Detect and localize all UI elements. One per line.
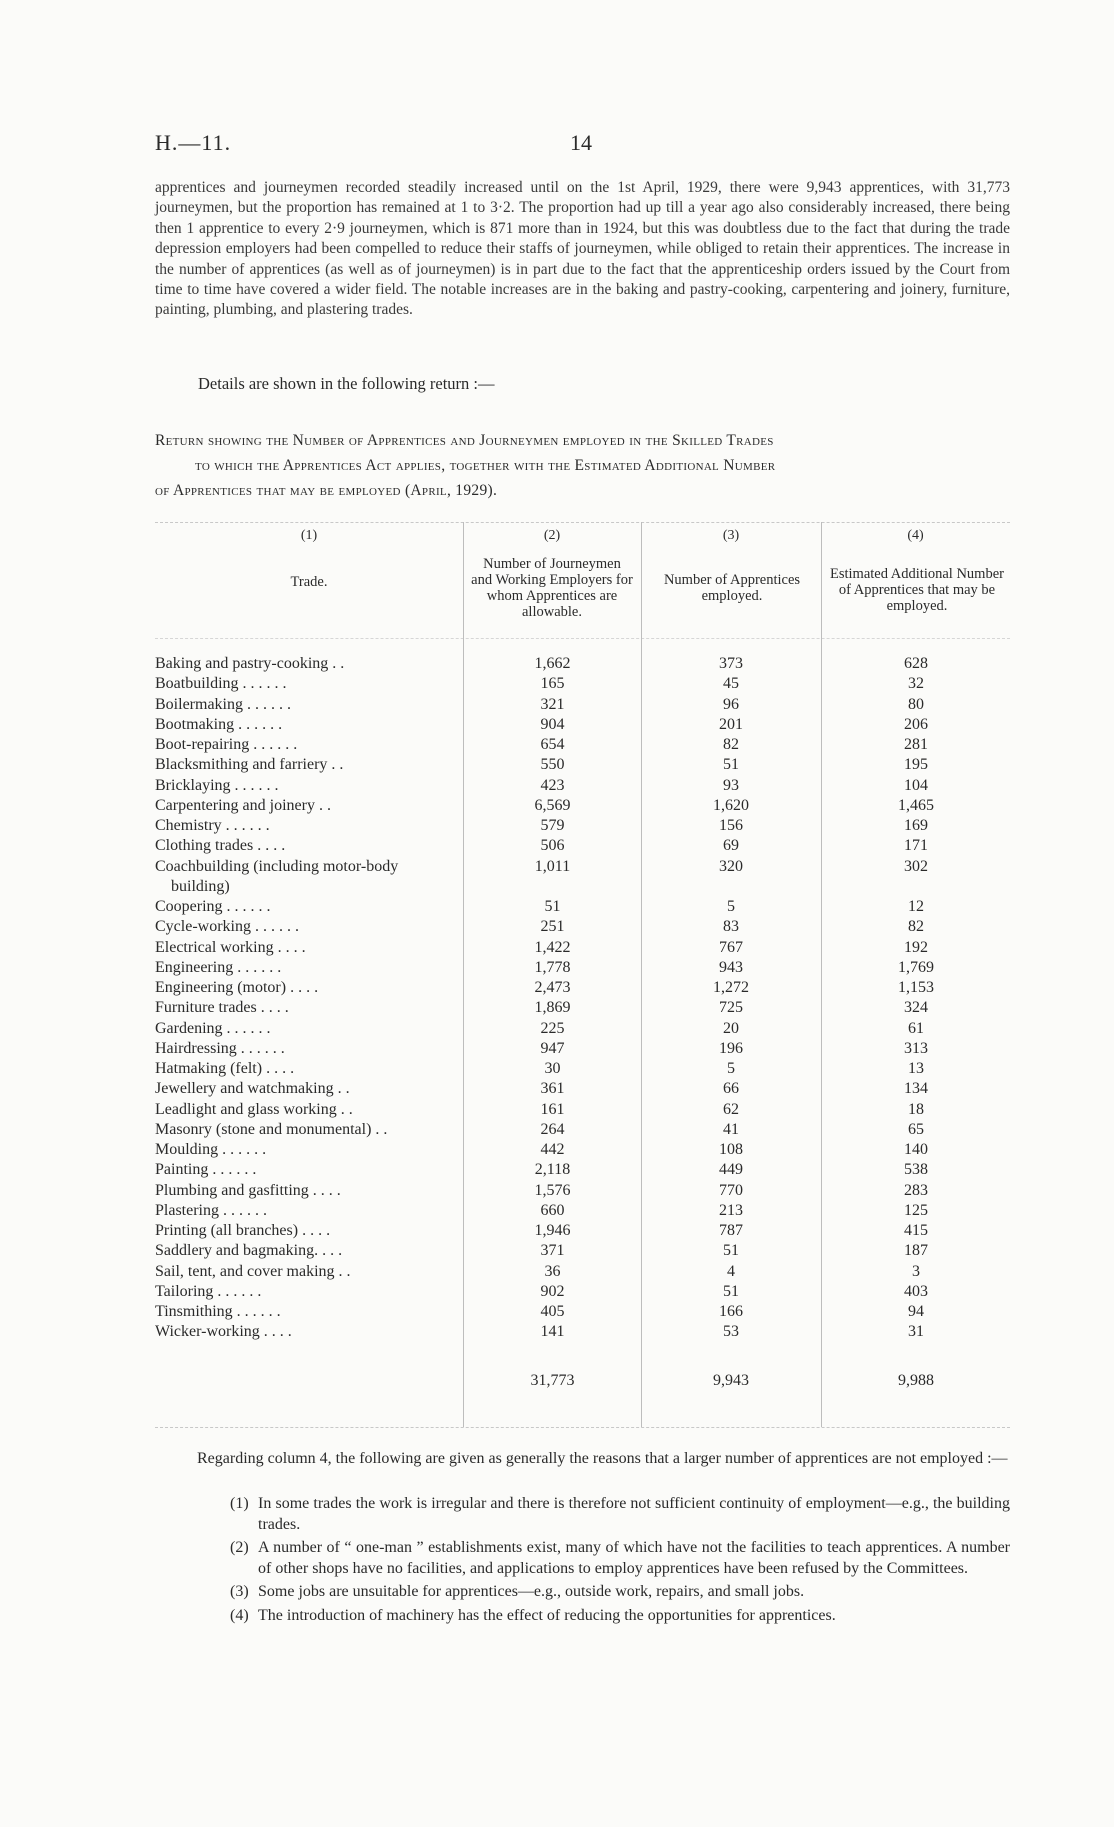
apprentices-value: 5 — [727, 1060, 735, 1077]
journeymen-value: 660 — [540, 1201, 565, 1219]
additional-value: 283 — [904, 1181, 928, 1199]
total-additional: 9,988 — [898, 1372, 934, 1389]
reason-item — [230, 1606, 1010, 1627]
apprentices-value: 62 — [723, 1100, 739, 1118]
apprentices-value: 69 — [723, 837, 739, 855]
additional-value: 94 — [908, 1303, 924, 1320]
trade-name: Engineering . . . . . . — [155, 958, 282, 976]
trade-name: Clothing trades . . . . — [155, 837, 286, 855]
journeymen-value: 161 — [540, 1100, 565, 1118]
column-header-journeymen: Number of Journeymen and Working Employers for whom Apprentices are allowable. — [471, 556, 633, 620]
journeymen-value: 2,473 — [534, 979, 571, 996]
trade-name: Tailoring . . . . . . — [155, 1282, 262, 1300]
table-row — [155, 1079, 1010, 1099]
reason-text: Some jobs are unsuitable for apprentices—e.g., outside work, repairs, and small jobs. — [258, 1583, 805, 1600]
apprentices-value: 201 — [719, 715, 743, 733]
column-number: (1) — [300, 528, 318, 543]
intro-paragraph: apprentices and journeymen recorded steadily increased until on the 1st April, 1929, there were 9,943 apprentices, with 31,773 journeymen, but the proportion has remained at 1 to 3·2. The proportion had up till a year ago also considerably increased, there being then 1 apprentice to every 2·9 journeymen, which is 871 more than in 1924, but this was doubtless due to the fact that during the trade depression employers had been compelled to reduce their staffs of journeymen, while obliged to retain their apprentices. The increase in the number of apprentices (as well as of journeymen) is in part due to the fact that the apprenticeship orders issued by the Court from time to time have covered a wider field. The notable increases are in the baking and pastry-cooking, carpentering and joinery, furniture, painting, plumbing, and plastering trades. — [155, 179, 1010, 319]
apprentices-value: 373 — [719, 655, 743, 672]
trade-name: Printing (all branches) . . . . — [155, 1222, 331, 1239]
journeymen-value: 30 — [544, 1060, 561, 1077]
additional-value: 206 — [904, 715, 928, 733]
apprentices-value: 41 — [723, 1120, 739, 1138]
table-row — [155, 917, 1010, 937]
trade-name: Jewellery and watchmaking . . — [155, 1080, 350, 1098]
apprentices-value: 51 — [723, 1282, 739, 1300]
additional-value: 32 — [908, 675, 924, 693]
trade-name: Furniture trades . . . . — [155, 999, 289, 1017]
additional-value: 61 — [908, 1019, 924, 1037]
table-row — [155, 1302, 1010, 1322]
table-row — [155, 938, 1010, 958]
journeymen-value: 264 — [540, 1120, 565, 1138]
page-header-id: H.—11. — [155, 130, 232, 155]
trade-name: Leadlight and glass working . . — [155, 1100, 353, 1118]
journeymen-value: 225 — [540, 1019, 565, 1037]
trade-name: Moulding . . . . . . — [155, 1141, 267, 1158]
apprentices-value: 767 — [719, 938, 743, 956]
apprentices-value: 83 — [723, 918, 739, 936]
apprentices-value: 166 — [719, 1303, 743, 1320]
trade-name: Boatbuilding . . . . . . — [155, 675, 287, 693]
table-row — [155, 958, 1010, 978]
reason-text: A number of “ one-man ” establishments exist, many of which have not the facilities to teach apprentices. A number of other shops have no facilities, and applications to employ apprentices have been refused by the Committees. — [258, 1539, 1010, 1577]
table-header-rule — [155, 638, 1010, 639]
reason-text: The introduction of machinery has the effect of reducing the opportunities for apprentices. — [258, 1606, 836, 1624]
table-heading — [155, 428, 1015, 503]
journeymen-value: 1,011 — [534, 857, 571, 875]
trade-name: Baking and pastry-cooking . . — [155, 655, 345, 672]
table-row — [155, 654, 1010, 674]
trade-name: Tinsmithing . . . . . . — [155, 1303, 281, 1320]
trade-name: Carpentering and joinery . . — [155, 796, 331, 814]
additional-value: 104 — [904, 776, 928, 794]
column-header-additional: Estimated Additional Number of Apprentices that may be employed. — [830, 566, 1004, 614]
apprentices-value: 4 — [727, 1262, 735, 1280]
table-row — [155, 1100, 1010, 1120]
additional-value: 192 — [904, 938, 928, 956]
journeymen-value: 141 — [540, 1323, 565, 1341]
trade-name: Cycle-working . . . . . . — [155, 918, 299, 936]
reason-number: (1) — [230, 1495, 249, 1512]
trade-name: Gardening . . . . . . — [155, 1019, 271, 1037]
journeymen-value: 321 — [540, 695, 565, 713]
column-header-apprentices: Number of Apprentices employed. — [663, 572, 801, 604]
apprentices-value: 5 — [727, 898, 735, 915]
total-journeymen: 31,773 — [530, 1372, 575, 1389]
table-heading-line-2: to which the Apprentices Act applies, together with the Estimated Additional Number — [195, 457, 776, 474]
trade-name: Hatmaking (felt) . . . . — [155, 1060, 295, 1077]
apprentices-value: 943 — [719, 958, 743, 976]
apprentices-value: 449 — [719, 1161, 743, 1179]
additional-value: 18 — [908, 1100, 924, 1118]
trade-name: Boilermaking . . . . . . — [155, 695, 291, 713]
journeymen-value: 947 — [540, 1039, 565, 1057]
table-heading-line-1: Return showing the Number of Apprentices and Journeymen employed in the Skilled Trades — [155, 432, 774, 449]
journeymen-value: 902 — [540, 1282, 565, 1300]
trade-name: Sail, tent, and cover making . . — [155, 1262, 351, 1280]
trade-name: Coopering . . . . . . — [155, 898, 271, 915]
additional-value: 80 — [908, 695, 924, 713]
table-row — [155, 1262, 1010, 1282]
additional-value: 187 — [904, 1242, 928, 1260]
additional-value: 302 — [904, 857, 928, 875]
additional-value: 82 — [908, 918, 924, 936]
trade-name: Bricklaying . . . . . . — [155, 776, 279, 794]
additional-value: 313 — [904, 1039, 928, 1057]
journeymen-value: 1,946 — [534, 1222, 571, 1239]
details-line: Details are shown in the following return :— — [198, 374, 495, 393]
journeymen-value: 251 — [540, 918, 565, 936]
table-row — [155, 1019, 1010, 1039]
journeymen-value: 361 — [540, 1080, 565, 1098]
additional-value: 195 — [904, 756, 928, 774]
additional-value: 171 — [904, 837, 928, 855]
return-table — [155, 522, 1010, 1422]
reason-text: In some trades the work is irregular and there is therefore not sufficient continuity of employment—e.g., the building trades. — [258, 1495, 1010, 1533]
additional-value: 324 — [904, 999, 928, 1017]
trade-name: Plumbing and gasfitting . . . . — [155, 1181, 341, 1199]
table-row — [155, 1160, 1010, 1180]
apprentices-value: 1,272 — [713, 979, 749, 996]
table-row — [155, 1241, 1010, 1261]
total-apprentices: 9,943 — [713, 1372, 749, 1389]
apprentices-value: 213 — [719, 1201, 743, 1219]
journeymen-value: 550 — [540, 756, 565, 774]
additional-value: 13 — [908, 1060, 924, 1077]
apprentices-value: 82 — [723, 736, 739, 753]
reason-item — [230, 1538, 1010, 1579]
apprentices-value: 770 — [719, 1181, 743, 1199]
table-row — [155, 1059, 1010, 1079]
additional-value: 140 — [904, 1141, 928, 1158]
journeymen-value: 405 — [540, 1303, 565, 1320]
table-row — [155, 978, 1010, 998]
apprentices-value: 196 — [719, 1039, 743, 1057]
journeymen-value: 904 — [540, 715, 565, 733]
table-row — [155, 715, 1010, 735]
journeymen-value: 36 — [544, 1262, 561, 1280]
table-row — [155, 1221, 1010, 1241]
journeymen-value: 165 — [540, 675, 565, 693]
column-number: (4) — [907, 528, 924, 543]
apprentices-value: 45 — [723, 675, 739, 693]
apprentices-value: 1,620 — [713, 796, 749, 814]
table-row — [155, 755, 1010, 775]
column-header-trade: Trade. — [290, 574, 328, 590]
table-row — [155, 1181, 1010, 1201]
journeymen-value: 654 — [540, 736, 565, 753]
additional-value: 1,153 — [898, 979, 934, 996]
table-row — [155, 857, 1010, 898]
trade-name: Coachbuilding (including motor-body building) — [155, 857, 399, 895]
table-row — [155, 897, 1010, 917]
reason-item — [230, 1582, 1010, 1603]
additional-value: 415 — [904, 1222, 928, 1239]
trade-name: Hairdressing . . . . . . — [155, 1039, 285, 1057]
apprentices-value: 156 — [719, 817, 743, 834]
additional-value: 1,465 — [898, 796, 934, 814]
additional-value: 3 — [912, 1262, 920, 1280]
table-row — [155, 816, 1010, 836]
journeymen-value: 371 — [540, 1242, 565, 1260]
table-row — [155, 1140, 1010, 1160]
table-heading-line-3: of Apprentices that may be employed (April, 1929). — [155, 482, 498, 499]
additional-value: 628 — [904, 655, 928, 672]
journeymen-value: 442 — [540, 1141, 565, 1158]
column-number: (3) — [722, 528, 740, 543]
table-row — [155, 1282, 1010, 1302]
table-row — [155, 1039, 1010, 1059]
apprentices-value: 96 — [723, 695, 739, 713]
apprentices-value: 787 — [719, 1222, 743, 1239]
reason-number: (3) — [230, 1583, 249, 1600]
trade-name: Boot-repairing . . . . . . — [155, 736, 298, 753]
regarding-paragraph: Regarding column 4, the following are given as generally the reasons that a larger number of apprentices are not employed :— — [197, 1450, 1008, 1467]
journeymen-value: 1,869 — [534, 999, 571, 1017]
trade-name: Masonry (stone and monumental) . . — [155, 1120, 388, 1138]
apprentices-value: 66 — [723, 1080, 739, 1098]
table-bottom-rule — [155, 1427, 1010, 1428]
table-row — [155, 674, 1010, 694]
table-row — [155, 695, 1010, 715]
table-top-rule — [155, 522, 1010, 523]
table-row — [155, 735, 1010, 755]
trade-name: Plastering . . . . . . — [155, 1201, 267, 1219]
apprentices-value: 725 — [719, 999, 743, 1017]
additional-value: 65 — [908, 1120, 924, 1138]
reason-number: (2) — [230, 1539, 249, 1556]
table-row — [155, 998, 1010, 1018]
table-row — [155, 836, 1010, 856]
page-number: 14 — [570, 130, 592, 155]
journeymen-value: 1,778 — [534, 958, 571, 976]
journeymen-value: 51 — [544, 898, 561, 915]
journeymen-value: 1,576 — [534, 1181, 571, 1199]
table-row — [155, 1201, 1010, 1221]
table-body — [155, 654, 1010, 1343]
apprentices-value: 93 — [723, 776, 739, 794]
journeymen-value: 6,569 — [534, 796, 571, 814]
table-row — [155, 1120, 1010, 1140]
additional-value: 134 — [904, 1080, 928, 1098]
journeymen-value: 2,118 — [534, 1161, 571, 1179]
trade-name: Chemistry . . . . . . — [155, 817, 270, 834]
additional-value: 31 — [908, 1323, 924, 1341]
additional-value: 281 — [904, 736, 928, 753]
apprentices-value: 53 — [723, 1323, 739, 1341]
trade-name: Bootmaking . . . . . . — [155, 715, 283, 733]
column-number: (2) — [543, 528, 561, 543]
journeymen-value: 506 — [540, 837, 565, 855]
table-row — [155, 796, 1010, 816]
apprentices-value: 51 — [723, 756, 739, 774]
trade-name: Blacksmithing and farriery . . — [155, 756, 344, 774]
additional-value: 538 — [904, 1161, 928, 1179]
journeymen-value: 1,422 — [534, 938, 571, 956]
apprentices-value: 20 — [723, 1019, 739, 1037]
additional-value: 12 — [908, 898, 924, 915]
journeymen-value: 579 — [540, 817, 565, 834]
journeymen-value: 423 — [540, 776, 565, 794]
additional-value: 1,769 — [898, 958, 934, 976]
table-row — [155, 776, 1010, 796]
apprentices-value: 320 — [719, 857, 743, 875]
apprentices-value: 108 — [719, 1141, 743, 1158]
reason-item — [230, 1494, 1010, 1535]
reason-number: (4) — [230, 1606, 249, 1624]
additional-value: 169 — [904, 817, 928, 834]
additional-value: 125 — [904, 1201, 928, 1219]
trade-name: Engineering (motor) . . . . — [155, 979, 319, 996]
additional-value: 403 — [904, 1282, 928, 1300]
trade-name: Electrical working . . . . — [155, 938, 306, 956]
trade-name: Saddlery and bagmaking. . . . — [155, 1242, 343, 1260]
trade-name: Wicker-working . . . . — [155, 1323, 292, 1341]
trade-name: Painting . . . . . . — [155, 1161, 257, 1179]
reasons-list — [230, 1494, 1010, 1629]
table-row — [155, 1322, 1010, 1342]
journeymen-value: 1,662 — [534, 655, 571, 672]
apprentices-value: 51 — [723, 1242, 739, 1260]
totals-row — [155, 1372, 1010, 1396]
